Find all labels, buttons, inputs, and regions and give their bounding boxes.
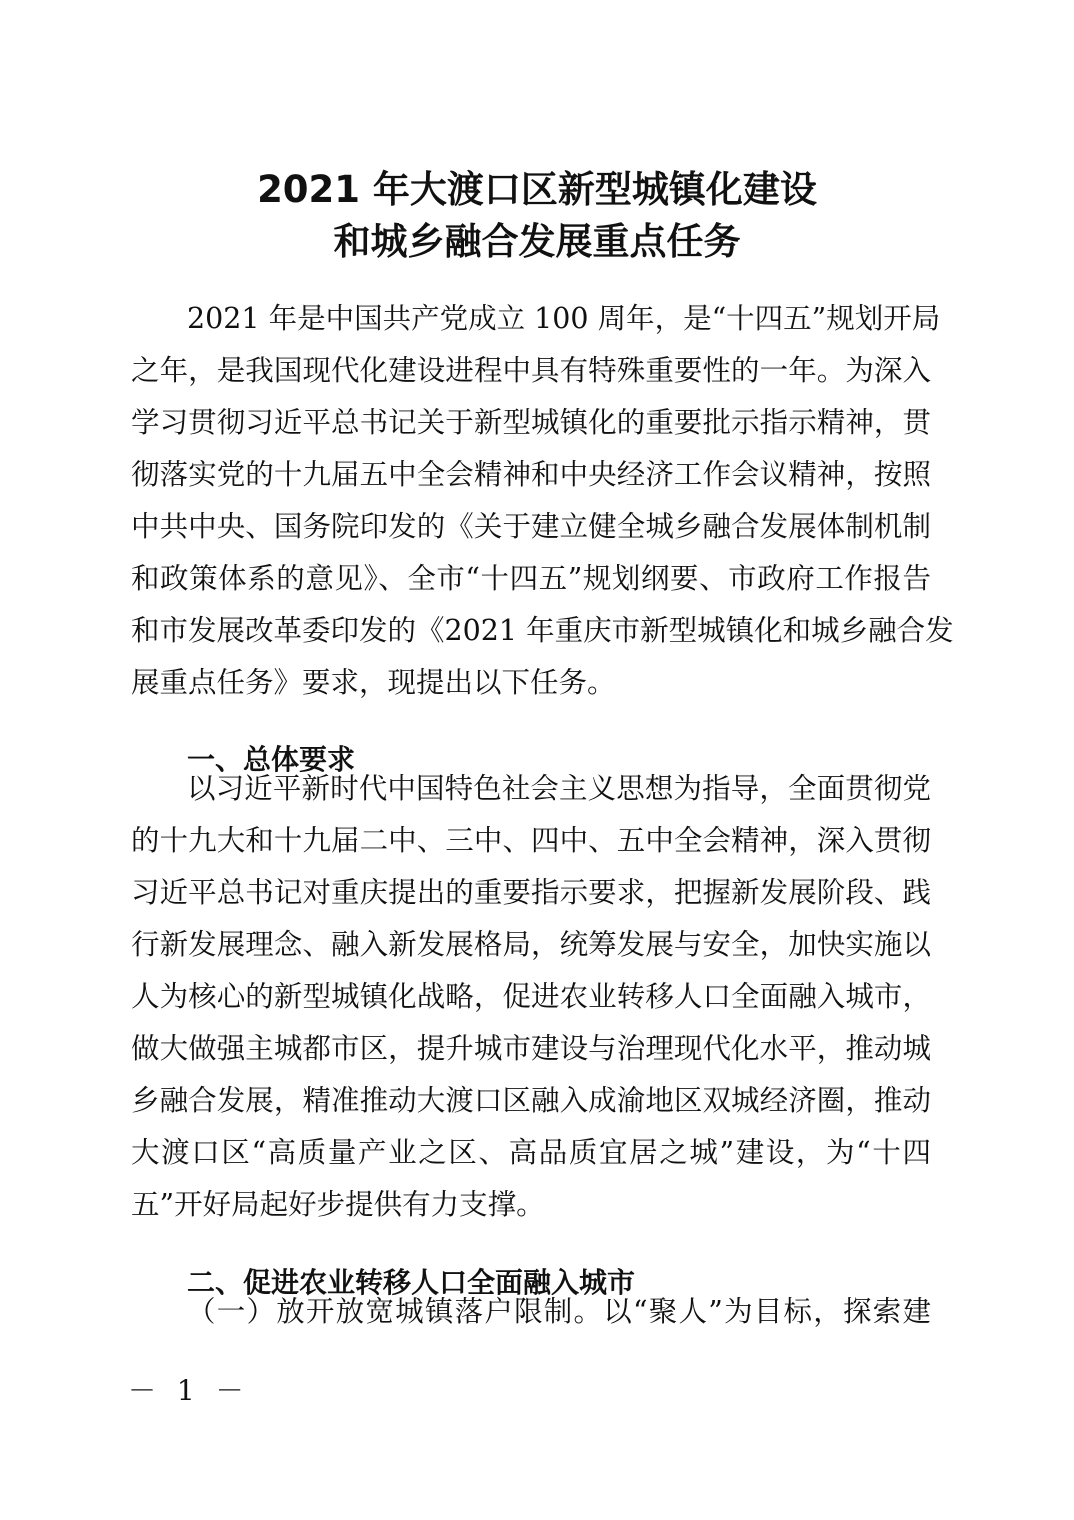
- document-title-line-2: 和城乡融合发展重点任务: [333, 219, 741, 263]
- paragraph-line: 中共中央、国务院印发的《关于建立健全城乡融合发展体制机制: [131, 510, 931, 543]
- paragraph-line: 人为核心的新型城镇化战略，促进农业转移人口全面融入城市，: [131, 980, 931, 1013]
- paragraph-line: 学习贯彻习近平总书记关于新型城镇化的重要批示指示精神，贯: [131, 406, 931, 439]
- paragraph-line: 之年，是我国现代化建设进程中具有特殊重要性的一年。为深入: [131, 354, 931, 387]
- paragraph-line: （一）放开放宽城镇落户限制。以“聚人”为目标，探索建: [187, 1295, 931, 1328]
- paragraph-line: 做大做强主城都市区，提升城市建设与治理现代化水平，推动城: [131, 1032, 931, 1065]
- paragraph-line: 大渡口区“高质量产业之区、高品质宜居之城”建设，为“十四: [131, 1136, 931, 1169]
- paragraph-line: 乡融合发展，精准推动大渡口区融入成渝地区双城经济圈，推动: [131, 1084, 931, 1117]
- paragraph-line: 2021 年是中国共产党成立 100 周年，是“十四五”规划开局: [187, 302, 941, 335]
- paragraph-line: 习近平总书记对重庆提出的重要指示要求，把握新发展阶段、践: [131, 876, 931, 909]
- paragraph-line: 彻落实党的十九届五中全会精神和中央经济工作会议精神，按照: [131, 458, 931, 491]
- page-number: － 1 －: [128, 1374, 250, 1407]
- section-heading-migrant-integration: 二、促进农业转移人口全面融入城市: [187, 1266, 636, 1300]
- paragraph-line: 以习近平新时代中国特色社会主义思想为指导，全面贯彻党: [187, 772, 931, 805]
- document-title-line-1: 2021 年大渡口区新型城镇化建设: [257, 167, 817, 211]
- section-heading-overall-requirements: 一、总体要求: [187, 743, 356, 777]
- paragraph-line: 和政策体系的意见》、全市“十四五”规划纲要、市政府工作报告: [131, 562, 931, 595]
- paragraph-line: 和市发展改革委印发的《2021 年重庆市新型城镇化和城乡融合发: [131, 614, 954, 647]
- paragraph-line: 行新发展理念、融入新发展格局，统筹发展与安全，加快实施以: [131, 928, 931, 961]
- paragraph-line: 五”开好局起好步提供有力支撑。: [131, 1188, 545, 1221]
- paragraph-line: 的十九大和十九届二中、三中、四中、五中全会精神，深入贯彻: [131, 824, 931, 857]
- paragraph-line: 展重点任务》要求，现提出以下任务。: [131, 666, 616, 699]
